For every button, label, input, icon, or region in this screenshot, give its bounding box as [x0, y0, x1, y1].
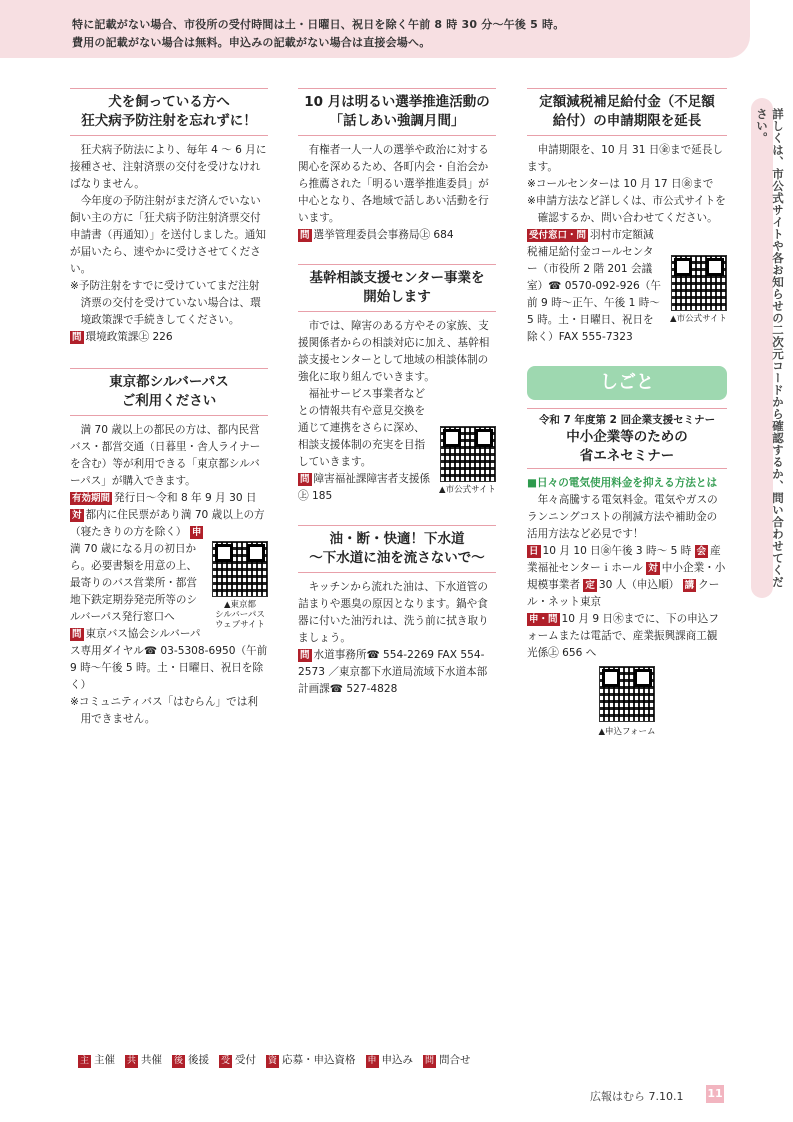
contact: 選挙管理委員会事務局㊤ 684	[313, 229, 454, 241]
page-number: 11	[706, 1085, 724, 1103]
target: 中小企業・小規模事業者	[527, 562, 726, 591]
footer-publication: 広報はむら 7.10.1	[590, 1090, 684, 1103]
article-tax-benefit	[527, 88, 727, 346]
legend	[78, 1052, 471, 1068]
column-2	[298, 88, 496, 718]
qr-code-icon	[212, 541, 268, 597]
contact-tag: 問	[300, 474, 310, 485]
seminar-lead: ■日々の電気使用料金を抑える方法とは	[527, 477, 718, 489]
legend-item: 後 後援	[173, 1054, 209, 1066]
article-title: 基幹相談支援センター事業を 開始します	[298, 264, 496, 312]
article-sewer	[298, 525, 496, 698]
paragraph: 市では、障害のある方やその家族、支援関係者からの相談対応に加え、基幹相談支援センターとして地域の相談体制の強化に取り組んでいきます。	[298, 320, 490, 383]
legend-item: 共 共催	[126, 1054, 162, 1066]
paragraph: 今年度の予防注射がまだ済んでいない飼い主の方に「狂犬病予防注射済票交付申請書（再通知）」を送付しました。通知が届いたら、速やかに受けさせてください。	[70, 195, 266, 275]
contact-tag: 問	[300, 650, 310, 661]
qr-code-icon	[599, 666, 655, 722]
qr-code-icon	[440, 426, 496, 482]
contact-tag: 受付窓口・問	[529, 230, 587, 241]
article-title: 東京都シルバーパス ご利用ください	[70, 368, 268, 416]
note: ※予防注射をすでに受けていてまだ注射済票の交付を受けていない場合は、環境政策課で手続きしてください。	[70, 280, 261, 326]
header-line-2: 費用の記載がない場合は無料。申込みの記載がない場合は直接会場へ。	[72, 36, 431, 49]
note: ※申請方法など詳しくは、市公式サイトを確認するか、問い合わせてください。	[527, 195, 726, 224]
seminar-title-2: 省エネセミナー	[579, 448, 675, 464]
contact-tag: 問	[72, 332, 82, 343]
legend-item: 申 申込み	[367, 1054, 413, 1066]
article-title: 犬を飼っている方へ 狂犬病予防注射を忘れずに！	[70, 88, 268, 136]
article-election	[298, 88, 496, 244]
article-dog-vaccination	[70, 88, 268, 346]
header-band	[0, 0, 750, 58]
contact: 障害福祉課障害者支援係㊤ 185	[298, 473, 431, 502]
article-support-center	[298, 264, 496, 505]
paragraph: 申請期限を、10 月 31 日㊎まで延長します。	[527, 144, 723, 173]
lecturer: クール・ネット東京	[527, 579, 720, 608]
article-title: 10 月は明るい選挙推進活動の 「話しあい強調月間」	[298, 88, 496, 136]
legend-item: 問 問合せ	[424, 1054, 471, 1066]
seminar-subtitle: 令和 7 年度第 2 回企業支援セミナー	[538, 414, 716, 426]
qr-code-tax[interactable]: ▲市公式サイト	[670, 255, 727, 324]
apply-text: 10 月 9 日㊍までに、下の申込フォームまたは電話で、産業振興課商工観光係㊤ 656 へ	[527, 613, 719, 659]
sidebar-notice	[751, 98, 785, 598]
contact-tag: 問	[72, 629, 82, 640]
target-tag: 対	[72, 510, 82, 521]
capacity: 30 人（申込順）	[598, 579, 680, 591]
legend-item: 資 応募・申込資格	[267, 1054, 356, 1066]
qr-code-support[interactable]: ▲市公式サイト	[439, 426, 496, 495]
paragraph: 年々高騰する電気料金。電気やガスのランニングコストの削減方法や補助金の活用方法など必見です！	[527, 494, 718, 540]
legend-item: 主 主催	[79, 1054, 115, 1066]
paragraph: 狂犬病予防法により、毎年 4 ～ 6 月に接種させ、注射済票の交付を受けなければなりません。	[70, 144, 267, 190]
column-1	[70, 88, 268, 748]
contact: 環境政策課㊤ 226	[85, 331, 173, 343]
legend-item: 受 受付	[220, 1054, 256, 1066]
seminar-title-1: 中小企業等のための	[566, 429, 688, 445]
contact-tag: 問	[300, 230, 310, 241]
header-line-1: 特に記載がない場合、市役所の受付時間は土・日曜日、祝日を除く午前 8 時 30 分～午後 5 時。	[72, 18, 565, 31]
period-tag: 有効期間	[72, 493, 111, 504]
column-3	[527, 88, 727, 757]
venue: 産業福祉センターｉホール	[527, 545, 721, 574]
qr-code-icon	[671, 255, 727, 311]
date: 10 月 10 日㊎午後 3 時～ 5 時	[542, 545, 692, 557]
contact: 水道事務所☎ 554-2269 FAX 554-2573 ／東京都下水道局流域下水道本部計画課☎ 527-4828	[298, 649, 488, 695]
paragraph: 満 70 歳以上の都民の方は、都内民営バス・都営交通（日暮里・舎人ライナーを含む）等が利用できる「東京都シルバーパス」が購入できます。	[70, 424, 261, 487]
article-title: 油・断・快適！下水道 ～下水道に油を流さないで～	[298, 525, 496, 573]
paragraph: 福祉サービス事業者などとの情報共有や意見交換を通じて連携をさらに深め、相談支援体制の充実を目指していきます。	[298, 388, 426, 468]
note: ※コミュニティバス「はむらん」では利用できません。	[70, 696, 258, 725]
section-banner-shigoto: しごと	[527, 366, 727, 400]
article-title: 定額減税補足給付金（不足額 給付）の申請期限を延長	[527, 88, 727, 136]
contact: 羽村市定額減税補足給付金コールセンター（市役所 2 階 201 会議室）☎ 0570-092-926（午前 9 時～正午、午後 1 時～ 5 時。土・日曜日、祝日を除く）FAX 555-7323	[527, 229, 661, 343]
contact: 東京バス協会シルバーパス専用ダイヤル☎ 03-5308-6950（午前 9 時～午後 5 時。土・日曜日、祝日を除く）	[70, 628, 268, 691]
sidebar-text: 詳しくは、市公式サイトや各お知らせの二次元コードから確認するか、問い合わせてください。	[755, 108, 785, 588]
qr-code-application-form[interactable]: ▲申込フォーム	[527, 666, 727, 737]
apply-tag: 申	[191, 527, 202, 538]
apply-text: 満 70 歳になる月の初日から。必要書類を用意の上、最寄りのバス営業所・都営地下鉄定期券発売所等のシルバーパス発行窓口へ	[70, 543, 198, 623]
paragraph: 有権者一人一人の選挙や政治に対する関心を深めるため、各町内会・自治会から推薦された「明るい選挙推進委員」が中心となり、各地域で話しあい活動を行います。	[298, 144, 489, 224]
article-silver-pass: 東京都シルバーパス ご利用ください 満 70 歳以上の都民の方は、都内民営バス・都営交通（日暮里・舎人ライナーを含む）等が利用できる「東京都シルバーパス」が購入できます。 有効期間 発行日～令和 8 年 9 月 30 日 対 都内に住民票があり満 70 歳以上の方（寝たきりの方を除く） 申 ▲東京都 シルバーパス ウェブサイト 満 70 歳になる月の初日から。必要書類を用意の上、最寄りのバス営業所・都営地下鉄定期券発売所等のシルバーパス発行窓口へ 問 東京バス協会シルバーパス専用ダイヤル☎ 03-5308-6950（午前 9 時～午後 5 時。土・日曜日、祝日を除く） ※コミュニティバス「はむらん」では利用できません。	[70, 368, 268, 728]
note: ※コールセンターは 10 月 17 日㊎まで	[527, 178, 714, 190]
article-energy-seminar: 令和 7 年度第 2 回企業支援セミナー 中小企業等のための 省エネセミナー ■日々の電気使用料金を抑える方法とは 年々高騰する電気料金。電気やガスのランニングコストの削減方法や補助金の活用方法など必見です！ 日 10 月 10 日㊎午後 3 時～ 5 時 会 産業福祉センターｉホール 対 中小企業・小規模事業者 定 30 人（申込順） 講 クール・ネット東京 申・問 10 月 9 日㊍までに、下の申込フォームまたは電話で、産業振興課商工観光係㊤ 656 へ ▲申込フォーム	[527, 408, 727, 737]
paragraph: キッチンから流れた油は、下水道管の詰まりや悪臭の原因となります。鍋や食器に付いた油汚れは、洗う前に拭き取りましょう。	[298, 581, 489, 644]
qr-code-silver-pass[interactable]: ▲東京都 シルバーパス ウェブサイト	[212, 541, 268, 630]
